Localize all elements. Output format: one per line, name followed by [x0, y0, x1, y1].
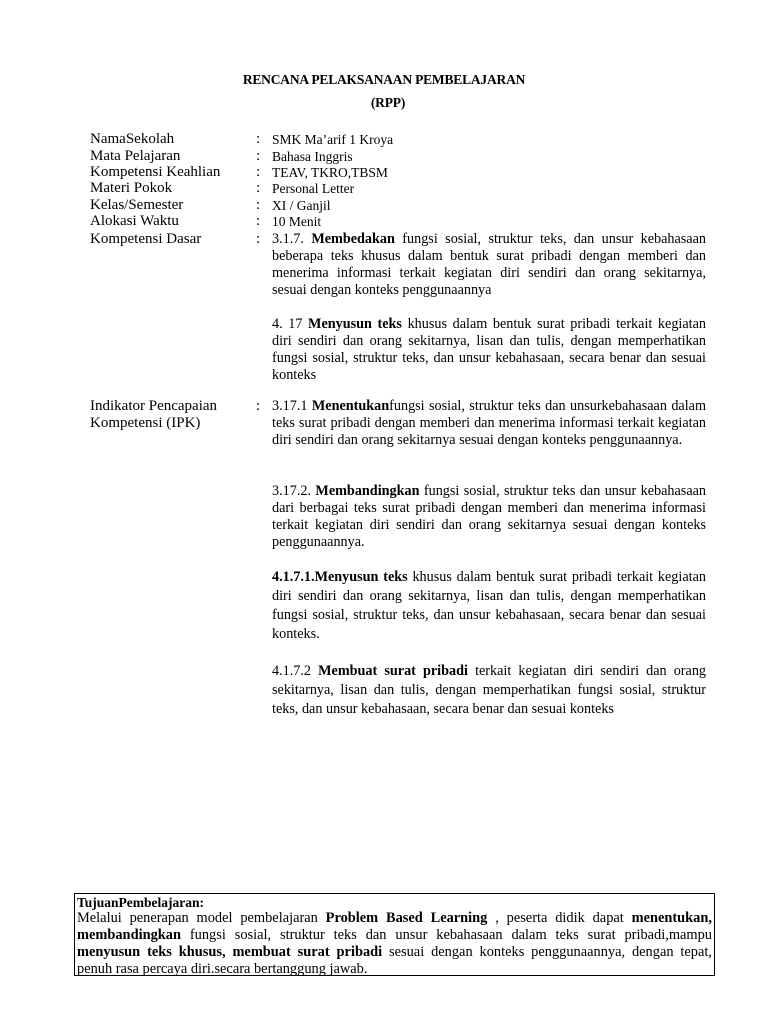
info-colon: :: [256, 197, 261, 213]
tujuan-text: [77, 910, 712, 978]
tujuan-text-part: sesuai dengan konteks penggunaannya, dengan tepat, penuh rasa percaya diri.secara bertanggung jawab.: [77, 944, 712, 977]
info-value: TEAV, TKRO,TBSM: [272, 165, 388, 180]
info-value: XI / Ganjil: [272, 198, 331, 213]
document-subtitle: (RPP): [370, 95, 406, 110]
ipk-item-text: fungsi sosial, struktur teks dan unsurkebahasaan dalam teks surat pribadi dengan memberi dan menerima informasi terkait kegiatan diri sendiri dan orang sekitarnya sesuai dengan konteks penggunaannya.: [272, 398, 707, 448]
ipk-item-3-17-2: [272, 483, 706, 551]
ipk-label-line1: Indikator Pencapaian: [90, 398, 218, 414]
document-title: RENCANA PELAKSANAAN PEMBELAJARAN: [242, 72, 526, 87]
tujuan-text-part: , peserta didik dapat: [487, 910, 632, 926]
ipk-label: [90, 398, 217, 432]
info-colon: :: [256, 213, 261, 229]
kd-item-keyword: Membedakan: [311, 231, 395, 247]
info-label: Kelas/Semester: [90, 197, 184, 213]
info-label: Alokasi Waktu: [90, 213, 179, 229]
tujuan-pembelajaran-box: [74, 893, 715, 976]
info-value: Bahasa Inggris: [272, 149, 353, 164]
info-colon: :: [256, 148, 261, 164]
info-label: NamaSekolah: [90, 131, 175, 147]
info-colon: :: [256, 180, 261, 196]
info-label: Kompetensi Keahlian: [90, 164, 221, 180]
info-colon: :: [256, 131, 261, 147]
ipk-item-keyword: Menentukan: [311, 398, 390, 414]
tujuan-title: TujuanPembelajaran:: [77, 895, 205, 910]
ipk-label-line2: Kompetensi (IPK): [90, 415, 201, 431]
kd-item-3-1-7: [272, 231, 706, 299]
kd-item-number: 4. 17: [272, 316, 309, 332]
tujuan-text-part: fungsi sosial, struktur teks dan unsur kebahasaan dalam teks surat pribadi,mampu: [180, 927, 712, 943]
ipk-item-number: 4.1.7.2: [272, 663, 319, 679]
ipk-item-text: terkait kegiatan diri sendiri dan orang sekitarnya, lisan dan tulis, dengan memperhatikan fungsi sosial, struktur teks, dan unsur kebahasaan, secara benar dan sesuai konteks: [272, 663, 707, 717]
tujuan-text-part: Melalui penerapan model pembelajaran: [77, 910, 326, 926]
ipk-item-3-17-1: [272, 398, 706, 449]
kd-item-4-17: [272, 316, 706, 384]
ipk-item-4-1-7-1: [272, 568, 706, 644]
kd-colon: :: [256, 231, 261, 247]
info-value: SMK Ma’arif 1 Kroya: [272, 132, 394, 147]
ipk-item-number: 3.17.1: [272, 398, 312, 414]
info-colon: :: [256, 164, 261, 180]
ipk-item-number: 3.17.2.: [272, 483, 316, 499]
info-label: Mata Pelajaran: [90, 148, 181, 164]
ipk-item-keyword: Membandingkan: [315, 483, 420, 499]
tujuan-keyword: menyusun teks khusus, membuat surat pribadi: [77, 944, 383, 960]
ipk-item-text: fungsi sosial, struktur teks dan unsur kebahasaan dari berbagai teks surat pribadi dengan memberi dan menerima informasi terkait kegiatan diri sendiri dan orang sekitarnya sesuai dengan konteks penggunaannya.: [272, 483, 707, 550]
tujuan-keyword: menentukan, membandingkan: [77, 910, 712, 943]
info-value: 10 Menit: [272, 214, 322, 229]
info-value: Personal Letter: [272, 181, 355, 196]
kd-label: Kompetensi Dasar: [90, 231, 202, 247]
ipk-item-keyword: Membuat surat pribadi: [318, 663, 468, 679]
ipk-item-text: khusus dalam bentuk surat pribadi terkait kegiatan diri sendiri dan orang sekitarnya, lisan dan tulis, dengan memperhatikan fungsi sosial, struktur teks, dan unsur kebahasaan, secara benar dan sesuai konteks.: [272, 569, 706, 642]
info-label: Materi Pokok: [90, 180, 173, 196]
ipk-item-keyword: 4.1.7.1.Menyusun teks: [272, 569, 408, 585]
kd-item-text: khusus dalam bentuk surat pribadi terkait kegiatan diri sendiri dan orang sekitarnya, lisan dan tulis, dengan memperhatikan fungsi sosial, struktur teks, dan unsur kebahasaan, secara benar dan sesuai konteks: [272, 316, 706, 383]
ipk-item-4-1-7-2: [272, 662, 706, 719]
kd-item-number: 3.1.7.: [272, 231, 312, 247]
kd-item-text: fungsi sosial, struktur teks, dan unsur kebahasaan beberapa teks khusus dalam bentuk surat pribadi dengan memberi dan menerima informasi terkait kegiatan diri sendiri dan orang sekitarnya, sesuai dengan konteks penggunaannya: [272, 231, 706, 298]
tujuan-model-name: Problem Based Learning: [325, 910, 488, 926]
ipk-colon: :: [256, 398, 261, 414]
kd-item-keyword: Menyusun teks: [308, 316, 402, 332]
